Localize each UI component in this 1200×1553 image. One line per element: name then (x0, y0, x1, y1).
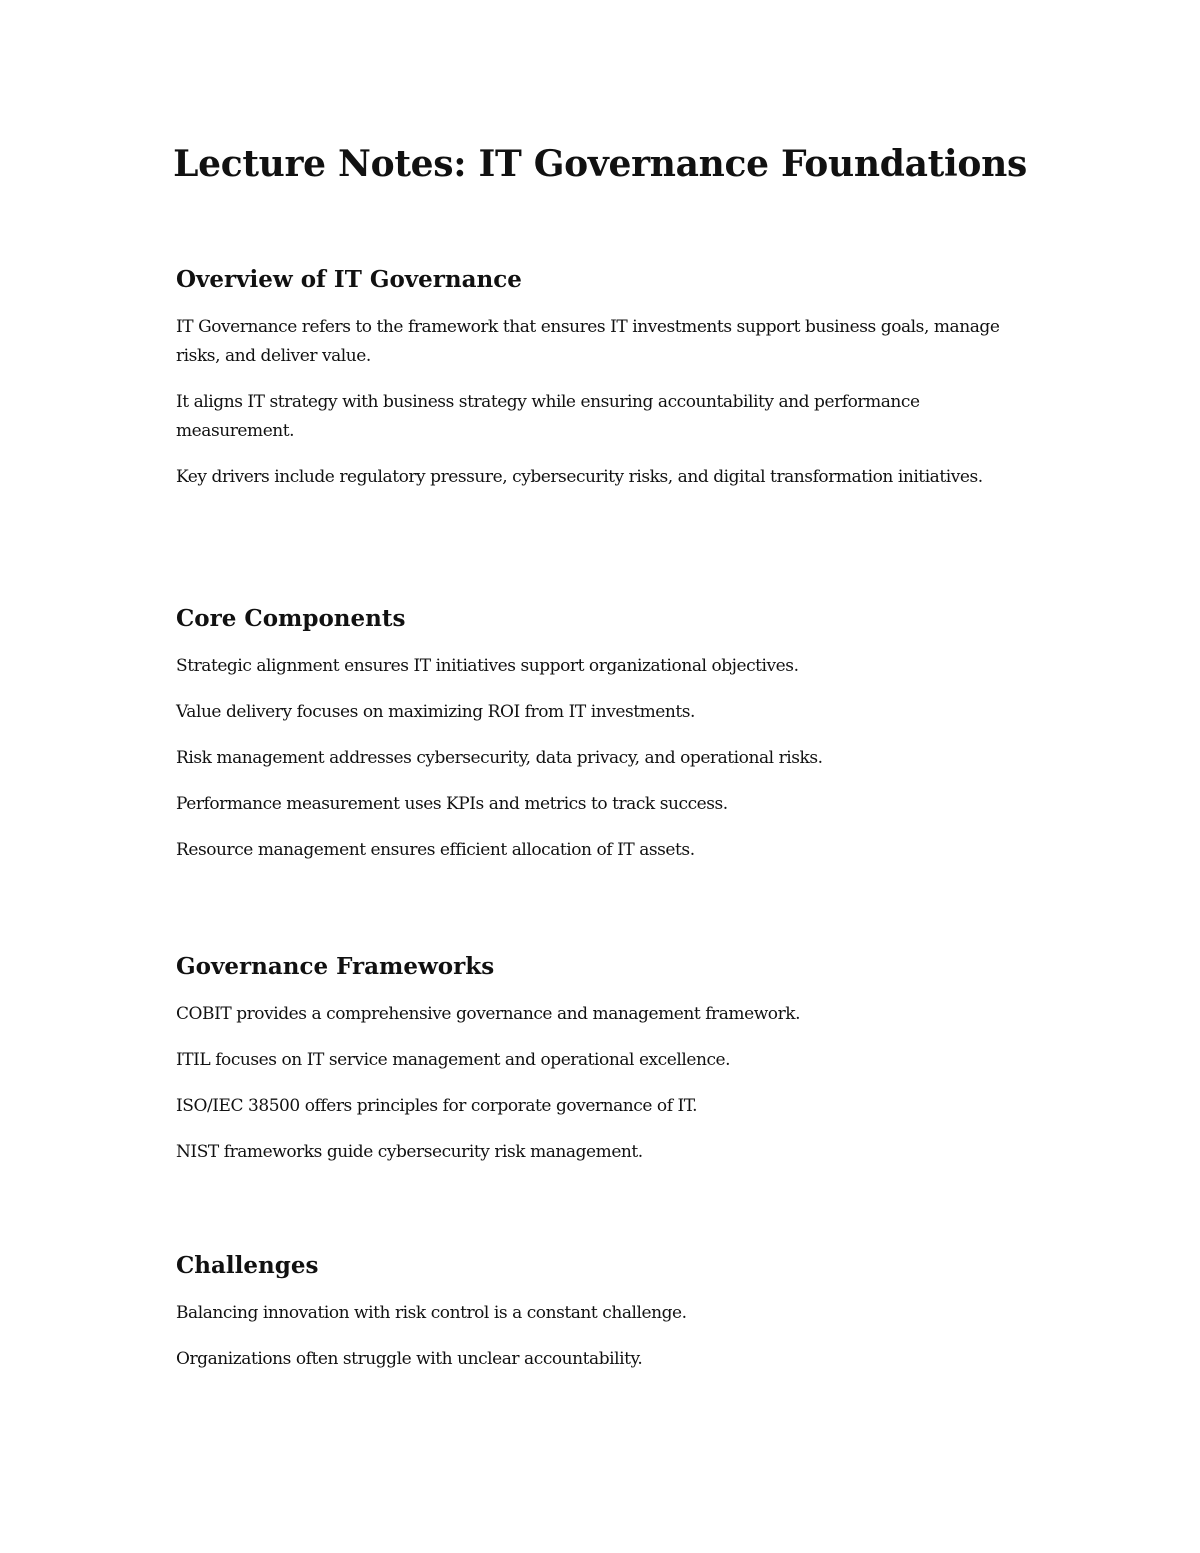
page-title: Lecture Notes: IT Governance Foundations (173, 143, 1027, 185)
paragraph: IT Governance refers to the framework that ensures IT investments support business goals, manage risks, and deliver value. (176, 317, 1000, 366)
paragraph: Resource management ensures efficient allocation of IT assets. (176, 840, 695, 860)
section-governance-frameworks (176, 952, 1036, 1184)
paragraph: Value delivery focuses on maximizing ROI from IT investments. (176, 702, 696, 722)
paragraph: NIST frameworks guide cybersecurity risk management. (176, 1142, 643, 1162)
paragraph: It aligns IT strategy with business strategy while ensuring accountability and performance measurement. (176, 392, 920, 441)
section-heading: Challenges (176, 1252, 319, 1279)
paragraph: ITIL focuses on IT service management and operational excellence. (176, 1050, 731, 1070)
section-heading: Core Components (176, 605, 406, 632)
section-core-components (176, 604, 1036, 882)
section-overview (176, 265, 1036, 509)
section-heading: Governance Frameworks (176, 953, 495, 980)
paragraph: Key drivers include regulatory pressure, cybersecurity risks, and digital transformation initiatives. (176, 467, 983, 487)
paragraph: Balancing innovation with risk control is a constant challenge. (176, 1303, 687, 1323)
paragraph: Risk management addresses cybersecurity, data privacy, and operational risks. (176, 748, 823, 768)
paragraph: Performance measurement uses KPIs and metrics to track success. (176, 794, 728, 814)
paragraph: COBIT provides a comprehensive governance and management framework. (176, 1004, 801, 1024)
section-challenges (176, 1251, 1036, 1391)
section-heading: Overview of IT Governance (176, 266, 522, 293)
paragraph: Strategic alignment ensures IT initiatives support organizational objectives. (176, 656, 799, 676)
paragraph: Organizations often struggle with unclear accountability. (176, 1349, 643, 1369)
paragraph: ISO/IEC 38500 offers principles for corporate governance of IT. (176, 1096, 698, 1116)
